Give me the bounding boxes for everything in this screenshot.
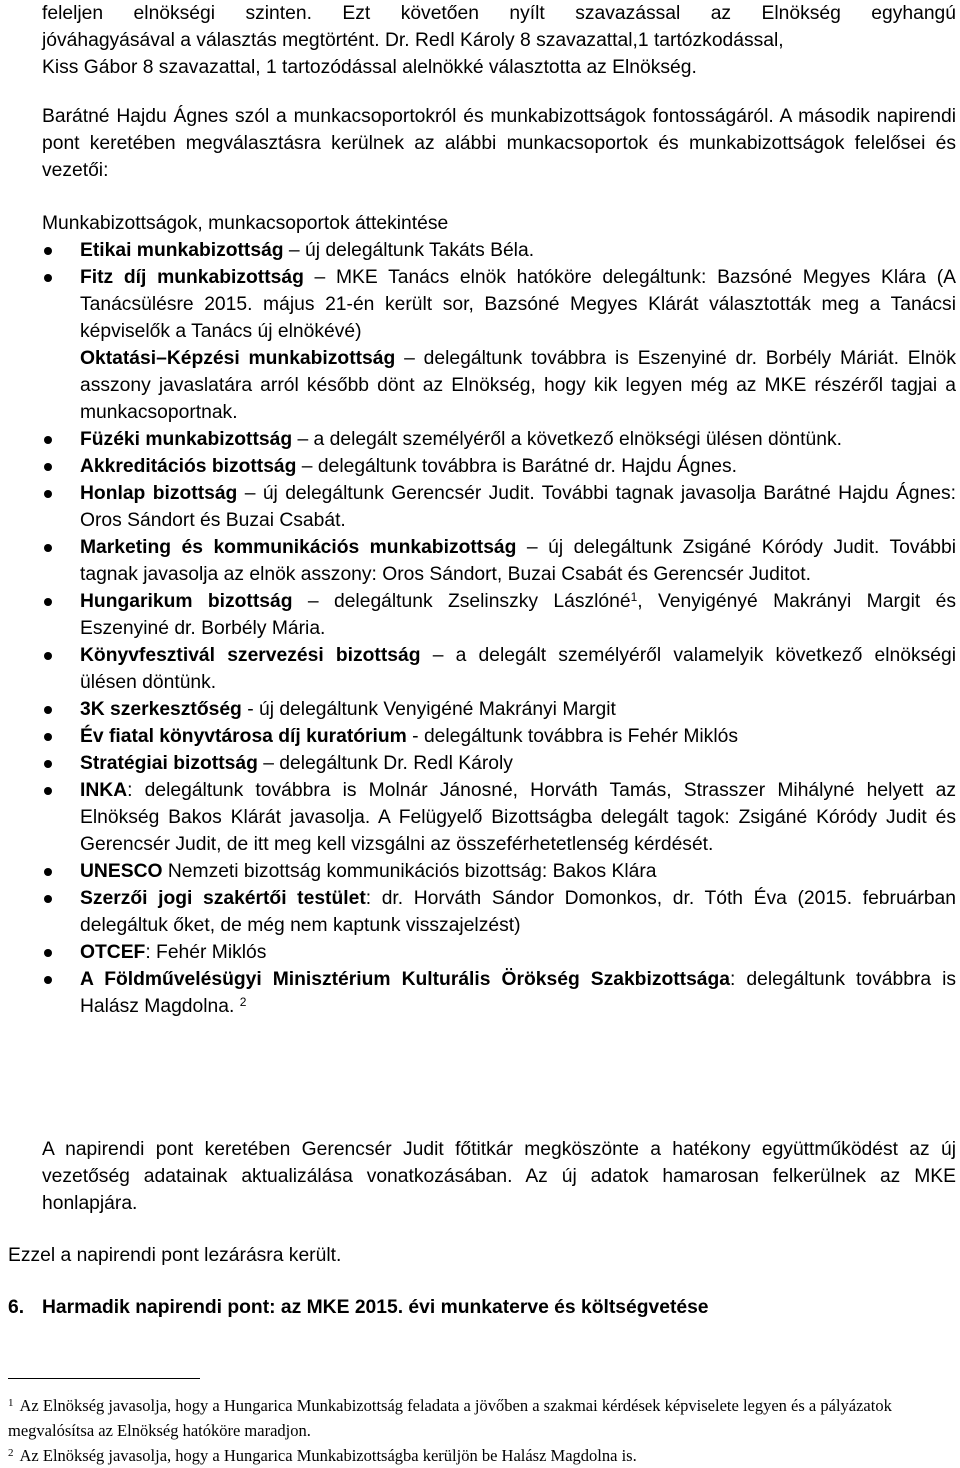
item-text: – MKE Tanács elnök hatóköre delegáltunk: Bazsóné Megyes Klára (A Tanácsülésre 2015. május 21-én került sor, Bazsóné Megyes Klárát választották meg a Tanácsi képviselők a Tanács új elnökévé) [80,267,956,342]
committee-name: OTCEF [80,942,146,963]
item-text: : delegáltunk továbbra is Molnár Jánosné, Horváth Tamás, Strasszer Mihályné helyett az Elnökség Bakos Klárát javasolja. A Felügyelő Bizottságba delegált tagok: Zsigáné Kóródy Judit és Gerencsér Judit, de itt meg kell vizsgálni az összeférhetetlenség kérdését. [80,780,956,855]
item-text: : Fehér Miklós [145,942,267,963]
item-text: , Venyigényé Makrányi Margit és Eszenyiné dr. Borbély Mária. [80,591,956,639]
list-item [42,777,956,858]
intro-line: Kiss Gábor 8 szavazattal, 1 tartozódással alelnökké választotta az Elnökség. [42,57,697,78]
committee-name: Év fiatal könyvtárosa díj kuratórium [80,726,407,747]
list-item [42,480,956,534]
item-text: – a delegált személyéről a következő elnökségi ülésen döntünk. [292,429,842,450]
item-text: : dr. Horváth Sándor Domonkos, dr. Tóth Éva (2015. februárban delegáltuk őket, de még nem kaptunk visszajelzést) [80,888,956,936]
list-item [42,966,956,1020]
item-text: - új delegáltunk Venyigéné Makrányi Margit [241,699,616,720]
list-item [42,750,956,777]
committee-name: 3K szerkesztőség [80,699,242,720]
item-text: – delegáltunk Dr. Redl Károly [257,753,513,774]
committee-name: Oktatási–Képzési munkabizottság [80,348,396,369]
footnote-divider [8,1378,200,1379]
item-text: Nemzeti bizottság kommunikációs bizottság: Bakos Klára [162,861,657,882]
list-item [42,453,956,480]
committee-name: Füzéki munkabizottság [80,429,293,450]
footnote-ref[interactable]: 1 [630,590,638,604]
list-item [42,723,956,750]
list-item [42,426,956,453]
list-item [42,858,956,885]
committee-name: INKA [80,780,128,801]
item-text: – delegáltunk továbbra is Eszenyiné dr. Borbély Máriát. Elnök asszony javaslatára arról később dönt az Elnökség, hogy kik legyen még az MKE részéről tagjai a munkacsoportnak. [80,348,956,423]
committee-name: Honlap bizottság [80,483,238,504]
list-item [42,885,956,939]
item-text: – új delegáltunk Gerencsér Judit. További tagnak javasolja Barátné Hajdu Ágnes: Oros Sándort és Buzai Csabát. [80,483,956,531]
list-item [42,588,956,642]
list-item [42,642,956,696]
committee-name: Hungarikum bizottság [80,591,293,612]
committee-name: Akkreditációs bizottság [80,456,297,477]
list-item [42,534,956,588]
footnote [8,1443,956,1468]
summary-paragraph: A napirendi pont keretében Gerencsér Judit főtitkár megköszönte a hatékony együttműködést az új vezetőség adatainak aktualizálása vonatkozásában. Az új adatok hamarosan felkerülnek az MKE honlapjára. [42,1139,956,1214]
item-text: – a delegált személyéről valamelyik következő elnökségi ülésen döntünk. [80,645,956,693]
item-text: - delegáltunk továbbra is Fehér Miklós [406,726,738,747]
footnote-mark: 2 [8,1447,14,1459]
committee-name: Könyvfesztivál szervezési bizottság [80,645,421,666]
committee-name: Etikai munkabizottság [80,240,284,261]
item-text: – új delegáltunk Zsigáné Kóródy Judit. További tagnak javasolja az elnök asszony: Oros Sándort, Buzai Csabát és Gerencsér Juditot. [80,537,956,585]
committee-name: Szerzői jogi szakértői testület [80,888,366,909]
intro-line: feleljen elnökségi szinten. Ezt követően nyílt szavazással az Elnökség egyhangú [42,3,956,24]
committee-name: Stratégiai bizottság [80,753,258,774]
section-heading [8,1294,709,1321]
committee-name: Marketing és kommunikációs munkabizottság [80,537,517,558]
closing-sentence: Ezzel a napirendi pont lezárásra került. [8,1245,342,1266]
list-item [42,264,956,426]
list-item [42,696,956,723]
section-number: 6. [8,1297,25,1318]
committee-name: Fitz díj munkabizottság [80,267,304,288]
list-item [42,939,956,966]
item-text: – delegáltunk továbbra is Barátné dr. Hajdu Ágnes. [296,456,737,477]
footnote-text: Az Elnökség javasolja, hogy a Hungarica Munkabizottság feladata a jövőben a szakmai kérdések képviselete legyen és a pályázatok megvalósítsa az Elnökség hatóköre maradjon. [8,1396,892,1440]
committee-name: UNESCO [80,861,163,882]
footnote-mark: 1 [8,1397,14,1409]
overview-title: Munkabizottságok, munkacsoportok áttekintése [42,213,449,234]
item-text: – delegáltunk Zselinszky Lászlóné [292,591,631,612]
item-text: : delegáltunk továbbra is Halász Magdolna. [80,969,956,1017]
committee-name: A Földművelésügyi Minisztérium Kulturális Örökség Szakbizottsága [80,969,731,990]
footnote-ref[interactable]: 2 [239,995,247,1009]
footnote [8,1393,956,1443]
list-item [42,237,956,264]
intro-paragraph [42,0,956,81]
intro-line: jóváhagyásával a választás megtörtént. Dr. Redl Károly 8 szavazattal,1 tartózkodással, [42,30,784,51]
committee-paragraph: Barátné Hajdu Ágnes szól a munkacsoportokról és munkabizottságok fontosságáról. A második napirendi pont keretében megválasztásra kerülnek az alábbi munkacsoportok és munkabizottságok felelősei és vezetői: [42,106,956,181]
footnote-text: Az Elnökség javasolja, hogy a Hungarica Munkabizottságba kerüljön be Halász Magdolna is. [19,1446,637,1465]
item-text: – új delegáltunk Takáts Béla. [283,240,535,261]
committee-list [42,237,956,1020]
section-title: Harmadik napirendi pont: az MKE 2015. évi munkaterve és költségvetése [42,1297,709,1318]
